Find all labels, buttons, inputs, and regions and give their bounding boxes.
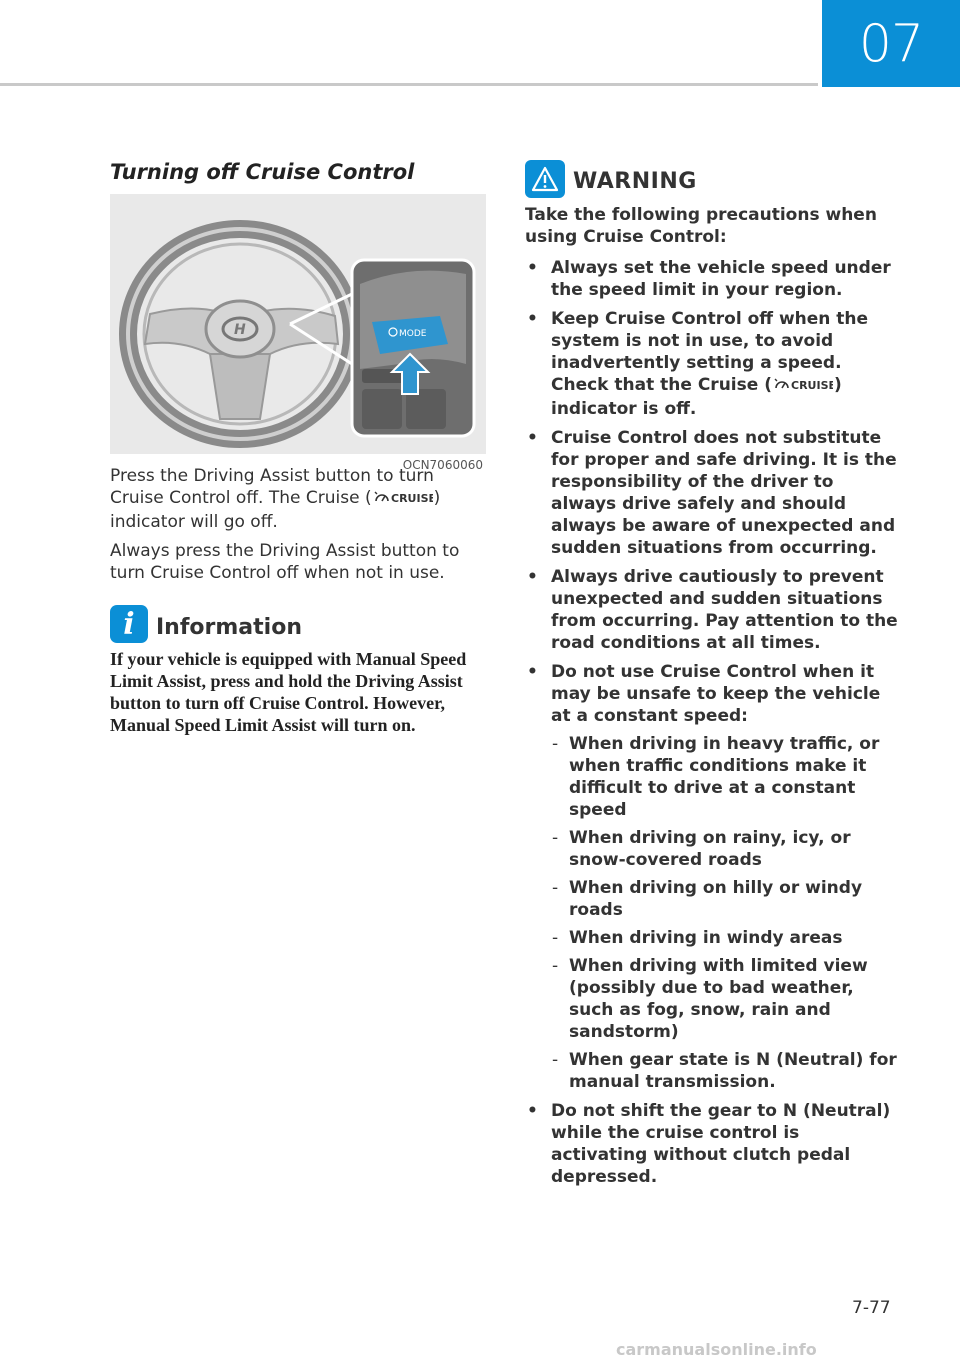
paragraph-1-text-a: Press the Driving Assist button to turn Cruise Control off. The Cruise ( — [110, 466, 434, 508]
sub-list-item: - When driving in windy areas — [551, 927, 900, 949]
cruise-indicator-icon — [773, 376, 833, 398]
paragraph-2: Always press the Driving Assist button to turn Cruise Control off when not in use. — [110, 541, 460, 583]
list-item: • Do not shift the gear to N (Neutral) while the cruise control is activating without clutch pedal depressed. — [525, 1100, 900, 1188]
svg-text:H: H — [234, 322, 246, 338]
warning-title: WARNING — [573, 168, 697, 194]
list-item: • Cruise Control does not substitute for proper and safe driving. It is the responsibility of the driver to always drive safely and should always be aware of unexpected and sudden situations from occurring. — [525, 427, 900, 559]
paragraph-1 — [110, 465, 488, 533]
figure-code: OCN7060060 — [402, 458, 483, 472]
svg-text:CRUISE: CRUISE — [790, 379, 833, 392]
cruise-indicator-icon — [373, 489, 433, 511]
information-title: Information — [156, 614, 302, 640]
steering-wheel-figure — [110, 194, 486, 454]
section-title: Turning off Cruise Control — [110, 160, 415, 184]
sub-list-item: - When gear state is N (Neutral) for manual transmission. — [551, 1049, 900, 1093]
header-rule — [0, 83, 818, 86]
sub-list-item: - When driving in heavy traffic, or when traffic conditions make it difficult to drive at a constant speed — [551, 733, 900, 821]
steering-wheel-illustration — [110, 194, 486, 454]
list-item: • Always drive cautiously to prevent unexpected and sudden situations from occurring. Pay attention to the road conditions at all times. — [525, 566, 900, 654]
list-item: • Always set the vehicle speed under the speed limit in your region. — [525, 257, 900, 301]
sub-list-item: - When driving with limited view (possibly due to bad weather, such as fog, snow, rain and sandstorm) — [551, 955, 900, 1043]
warning-heading — [525, 160, 697, 198]
list-item: • Do not use Cruise Control when it may be unsafe to keep the vehicle at a constant speed: - When driving in heavy traffic, or when traffic conditions make it difficult to drive at a constant speed - When driving on rainy, icy, or snow-covered roads - When driving on hilly or windy roads - When driving in windy areas - When driving with limited view (possibly due to bad weather, such as fog, snow, rain and sandstorm) - When gear state is N (Neutral) for manual transmission. — [525, 661, 900, 1093]
condition-sublist — [551, 733, 900, 1093]
information-heading — [110, 605, 302, 643]
list-item: • Keep Cruise Control off when the system is not in use, to avoid inadvertently setting a speed. Check that the Cruise ( CRUISE ) indicator is off. — [525, 308, 900, 420]
information-icon: i — [110, 605, 148, 643]
warning-list — [525, 257, 900, 1188]
page-number: 7-77 — [852, 1298, 891, 1318]
warning-icon — [525, 160, 565, 198]
sub-list-item: - When driving on hilly or windy roads — [551, 877, 900, 921]
warning-body — [525, 204, 900, 1195]
mode-button-label: MODE — [399, 329, 427, 339]
paragraph-1-text-b: ) indicator will go off. — [110, 488, 441, 532]
sub-list-item: - When driving on rainy, icy, or snow-covered roads — [551, 827, 900, 871]
warning-intro: Take the following precautions when using Cruise Control: — [525, 205, 877, 247]
information-text: If your vehicle is equipped with Manual Speed Limit Assist, press and hold the Driving Assist button to turn off Cruise Control. However, Manual Speed Limit Assist will turn on. — [110, 649, 467, 735]
svg-text:CRUISE: CRUISE — [390, 492, 433, 505]
chapter-tab: 07 — [822, 0, 960, 87]
watermark: carmanualsonline.info — [616, 1340, 817, 1359]
